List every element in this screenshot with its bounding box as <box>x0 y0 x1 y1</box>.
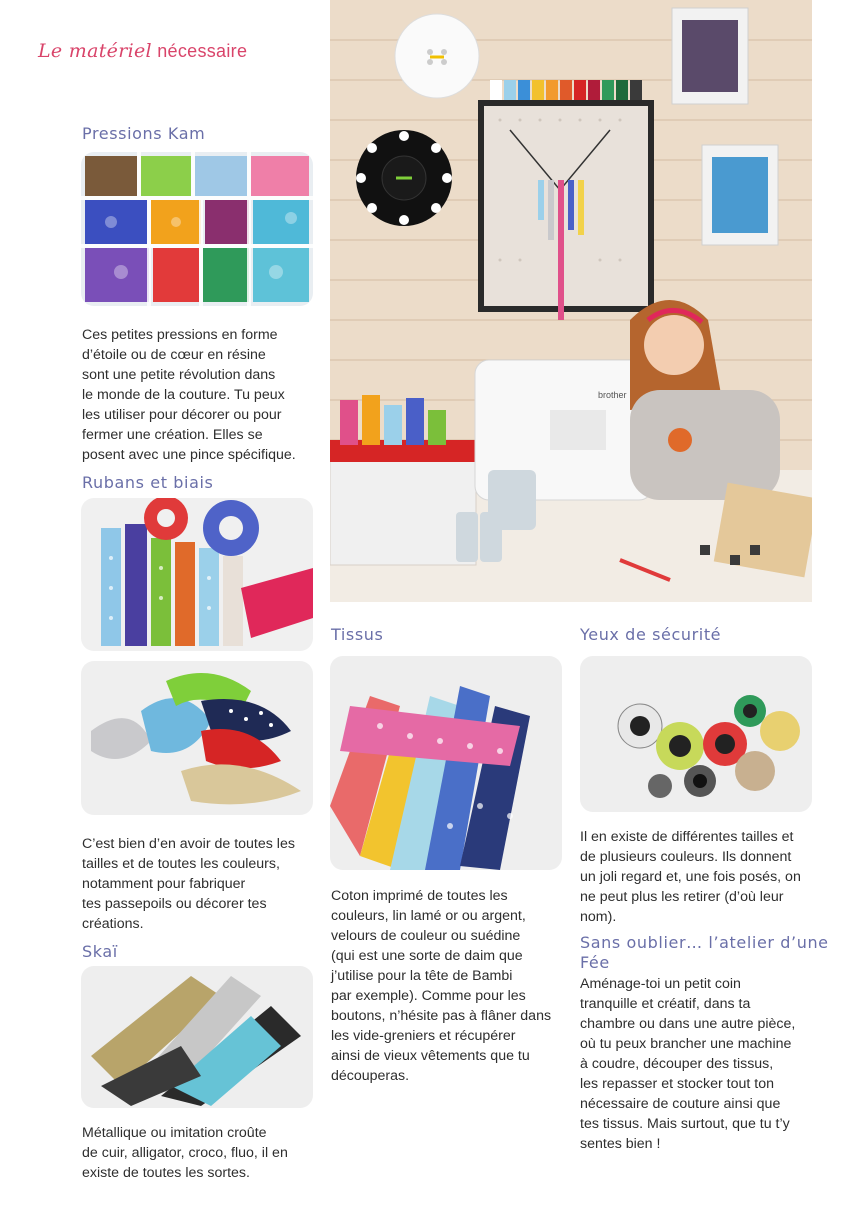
text-line: j’utilise pour la tête de Bambi <box>331 968 513 984</box>
heading-rubans: Rubans et biais <box>82 473 214 492</box>
text-line: les repasser et stocker tout ton <box>580 1076 774 1092</box>
text-line: tes tissus. Mais surtout, que tu t’y <box>580 1116 790 1132</box>
photo-pressions-kam <box>81 152 313 306</box>
text-yeux <box>580 827 830 927</box>
text-line: de plusieurs couleurs. Ils donnent <box>580 849 792 865</box>
text-line: couleurs, lin lamé or ou argent, <box>331 908 526 924</box>
text-skai <box>82 1123 322 1183</box>
text-line: Ces petites pressions en forme <box>82 327 278 343</box>
text-line: (qui est une sorte de daim que <box>331 948 523 964</box>
text-atelier <box>580 974 830 1154</box>
text-line: les vide-greniers et récupérer <box>331 1028 516 1044</box>
photo-yeux <box>580 656 812 812</box>
heading-atelier <box>580 933 840 973</box>
text-line: sont une petite révolution dans <box>82 367 276 383</box>
text-line: tailles et de toutes les couleurs, <box>82 856 280 872</box>
text-line: ne peut plus les retirer (d’où leur <box>580 889 784 905</box>
text-line: où tu peux brancher une machine <box>580 1036 792 1052</box>
text-line: à coudre, découper des tissus, <box>580 1056 774 1072</box>
text-line: nom). <box>580 909 617 925</box>
text-line: par exemple). Comme pour les <box>331 988 526 1004</box>
heading-pressions: Pressions Kam <box>82 124 206 143</box>
heading-skai: Skaï <box>82 942 118 961</box>
text-line: Il en existe de différentes tailles et <box>580 829 794 845</box>
text-line: sentes bien ! <box>580 1136 661 1152</box>
text-line: découperas. <box>331 1068 410 1084</box>
heading-line: Sans oublier… l’atelier d’une <box>580 933 829 952</box>
text-line: Métallique ou imitation croûte <box>82 1125 267 1141</box>
heading-line: Fée <box>580 953 610 972</box>
text-line: le monde de la couture. Tu peux <box>82 387 285 403</box>
text-line: Coton imprimé de toutes les <box>331 888 508 904</box>
text-tissus <box>331 886 571 1086</box>
text-line: notamment pour fabriquer <box>82 876 246 892</box>
photo-skai <box>81 966 313 1108</box>
machine-brand: brother <box>598 390 627 400</box>
text-line: créations. <box>82 916 144 932</box>
text-line: ainsi de vieux vêtements que tu <box>331 1048 530 1064</box>
photo-ribbon-spools <box>81 498 313 651</box>
text-rubans <box>82 834 322 934</box>
heading-yeux: Yeux de sécurité <box>580 625 722 644</box>
photo-ribbon-bundles <box>81 661 313 815</box>
text-line: tranquille et créatif, dans ta <box>580 996 751 1012</box>
heading-tissus: Tissus <box>331 625 384 644</box>
header-rest: nécessaire <box>157 41 248 61</box>
text-line: posent avec une pince spécifique. <box>82 447 296 463</box>
text-line: C’est bien d’en avoir de toutes les <box>82 836 295 852</box>
page-header <box>38 40 247 62</box>
text-line: nécessaire de couture ainsi que <box>580 1096 781 1112</box>
text-line: tes passepoils ou décorer tes <box>82 896 267 912</box>
text-line: les utiliser pour décorer ou pour <box>82 407 282 423</box>
text-line: chambre ou dans une autre pièce, <box>580 1016 796 1032</box>
text-pressions <box>82 325 322 465</box>
text-line: de cuir, alligator, croco, fluo, il en <box>82 1145 288 1161</box>
text-line: un joli regard et, une fois posés, on <box>580 869 801 885</box>
text-line: velours de couleur ou suédine <box>331 928 521 944</box>
header-script: Le matériel <box>38 40 152 62</box>
photo-tissus <box>330 656 562 870</box>
text-line: d’étoile ou de cœur en résine <box>82 347 266 363</box>
text-line: fermer une création. Elles se <box>82 427 263 443</box>
text-line: Aménage-toi un petit coin <box>580 976 741 992</box>
text-line: boutons, n’hésite pas à flâner dans <box>331 1008 552 1024</box>
text-line: existe de toutes les sortes. <box>82 1165 250 1181</box>
photo-atelier <box>330 0 812 602</box>
